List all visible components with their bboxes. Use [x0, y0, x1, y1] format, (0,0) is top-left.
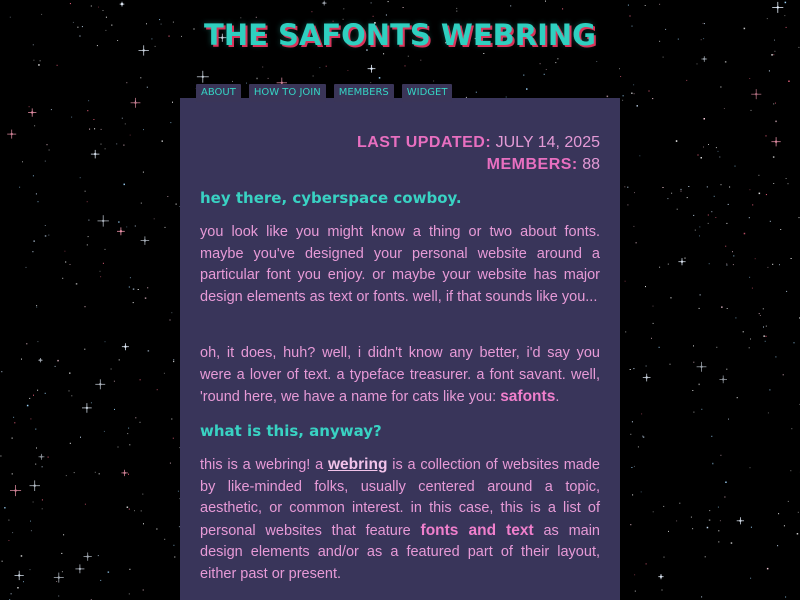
tab-how-to-join[interactable]: HOW TO JOIN: [249, 84, 326, 102]
safonts-paragraph-text: oh, it does, huh? well, i didn't know any better, i'd say you were a lover of text. a typeface treasurer. a font savant. well, 'round here, we have a name for cats like you:: [200, 345, 600, 406]
webring-paragraph: [200, 454, 600, 586]
last-updated-row: [357, 132, 600, 154]
safonts-paragraph-end: .: [555, 389, 560, 406]
site-title: THE SAFONTS WEBRING: [204, 18, 596, 52]
webring-paragraph-a: this is a webring! a: [200, 457, 328, 473]
safonts-paragraph: [200, 343, 600, 409]
heading-what-is-this: what is this, anyway?: [200, 422, 382, 440]
fonts-and-text-highlight: fonts and text: [420, 521, 534, 539]
meta-info: [357, 132, 600, 176]
content-panel: [180, 98, 620, 600]
members-label: MEMBERS:: [486, 156, 578, 173]
nav-tabs: [196, 84, 452, 102]
tab-widget[interactable]: WIDGET: [402, 84, 453, 102]
tab-about[interactable]: ABOUT: [196, 84, 241, 102]
webring-paragraph-c: as main design elements and/or as a featured part of their layout, either past or present.: [200, 522, 600, 582]
last-updated-label: LAST UPDATED:: [356, 134, 492, 151]
webring-paragraph-b: is a collection of websites made by like-minded folks, usually centered around a topic, aesthetic, or common interest. in this case, this is a list of personal websites that feature: [200, 457, 601, 539]
intro-paragraph: you look like you might know a thing or two about fonts. maybe you've designed your personal website around a particular font you enjoy. or maybe your website has major design elements as text or fonts. well, if that sounds like you...: [200, 224, 600, 305]
webring-link[interactable]: webring: [328, 456, 388, 473]
last-updated-value: JULY 14, 2025: [495, 134, 600, 151]
safonts-highlight: safonts: [500, 388, 556, 406]
tab-members[interactable]: MEMBERS: [334, 84, 394, 102]
members-row: [357, 154, 600, 176]
members-count: 88: [582, 156, 600, 173]
heading-greeting: hey there, cyberspace cowboy.: [200, 189, 462, 207]
